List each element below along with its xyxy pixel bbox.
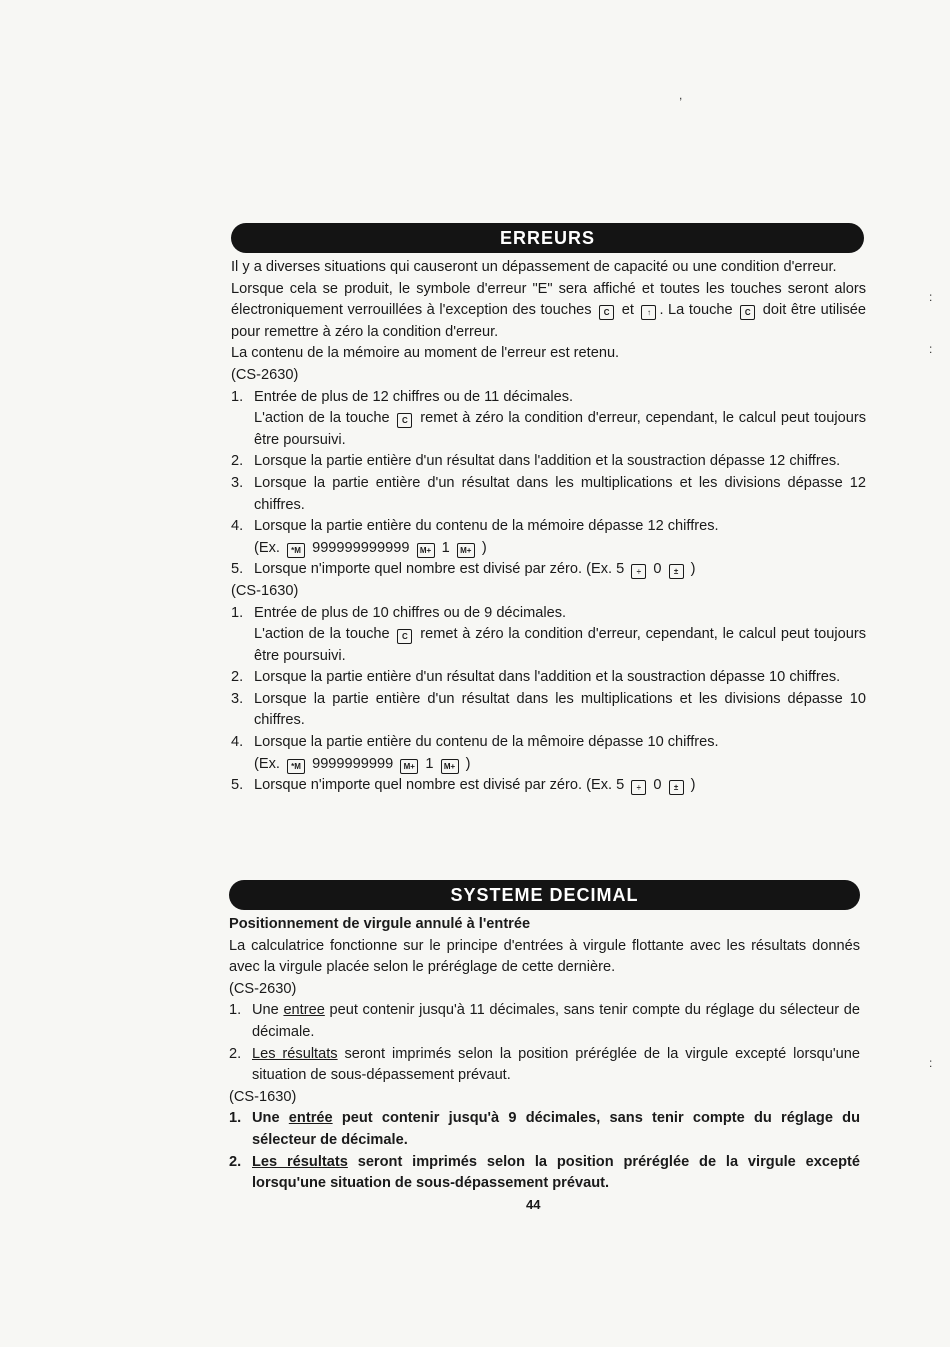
list-item-text: Lorsque la partie entière d'un résultat dans l'addition et la soustraction dépasse 10 chiffres. bbox=[254, 669, 841, 686]
list-item-text: Lorsque la partie entière d'un résultat dans les multiplications et les divisions dépasse 10 chiffres. bbox=[254, 690, 866, 729]
intro-2a: Lorsque cela se produit, le symbole d'erreur "E" sera affiché et toutes les touches seront alors électroniquement verrouillées à l'exception des touches bbox=[231, 280, 866, 319]
example-zero: 0 bbox=[653, 561, 662, 578]
example-one: 1 bbox=[441, 539, 450, 556]
page-number: 44 bbox=[526, 1197, 541, 1212]
clear-key-icon: C bbox=[740, 305, 755, 320]
systeme-decimal-title: SYSTEME DECIMAL bbox=[450, 884, 639, 905]
list-item bbox=[231, 473, 866, 516]
underlined-term: Les résultats bbox=[252, 1045, 338, 1062]
total-key-icon: ± bbox=[669, 564, 684, 579]
systeme-decimal-section-banner bbox=[229, 880, 860, 910]
list-item-text: Lorsque la partie entière du contenu de la mêmoire dépasse 10 chiffres. bbox=[254, 734, 719, 751]
list-item-text: L'action de la touche bbox=[254, 626, 390, 643]
total-key-icon: ± bbox=[669, 780, 684, 795]
cs2630-header: (CS-2630) bbox=[229, 980, 297, 997]
list-item bbox=[229, 1152, 860, 1195]
scan-speck: : bbox=[929, 342, 933, 356]
systeme-decimal-section bbox=[229, 914, 860, 1195]
underlined-term: entrée bbox=[288, 1110, 333, 1127]
list-item-number: 3. bbox=[231, 690, 244, 707]
erreurs-section-banner bbox=[231, 223, 864, 253]
list-item-text: Lorsque n'importe quel nombre est divisé par zéro. (Ex. 5 bbox=[254, 561, 625, 578]
erreurs-title: ERREURS bbox=[499, 227, 595, 248]
example-close: ) bbox=[481, 539, 487, 556]
memory-plus-key-icon: M+ bbox=[400, 759, 418, 774]
example-value: 999999999999 bbox=[312, 539, 410, 556]
list-item bbox=[231, 387, 866, 452]
list-item bbox=[231, 689, 866, 732]
list-item-number: 5. bbox=[231, 777, 244, 794]
example-open: (Ex. bbox=[254, 539, 280, 556]
list-item-text: seront imprimés selon la position préréglée de la virgule excepté lorsqu'une situation de sous-dépassement prévaut. bbox=[252, 1045, 860, 1084]
underlined-term: entree bbox=[283, 1002, 325, 1019]
list-item-number: 2. bbox=[231, 453, 244, 470]
list-item-text: Lorsque la partie entière d'un résultat dans les multiplications et les divisions dépasse 12 chiffres. bbox=[254, 474, 866, 513]
list-item-number: 1. bbox=[231, 604, 244, 621]
erreurs-intro-1: Il y a diverses situations qui causeront un dépassement de capacité ou une condition d'erreur. bbox=[231, 259, 837, 275]
example-close: ) bbox=[690, 561, 696, 578]
clear-key-icon: C bbox=[397, 413, 412, 428]
intro-2c: . La touche bbox=[659, 302, 733, 319]
cs1630-header: (CS-1630) bbox=[229, 1088, 297, 1105]
underlined-term: Les résultats bbox=[252, 1153, 348, 1170]
list-item-number: 3. bbox=[231, 474, 244, 491]
list-item-text: Entrée de plus de 12 chiffres ou de 11 décimales. bbox=[254, 388, 574, 405]
list-item bbox=[231, 603, 866, 668]
example-zero: 0 bbox=[653, 777, 662, 794]
list-item-text: Entrée de plus de 10 chiffres ou de 9 décimales. bbox=[254, 604, 567, 621]
list-item-text: peut contenir jusqu'à 9 décimales, sans tenir compte du réglage du sélecteur de décimale. bbox=[252, 1110, 860, 1148]
example-one: 1 bbox=[425, 755, 434, 772]
erreurs-intro-3: La contenu de la mémoire au moment de l'erreur est retenu. bbox=[231, 345, 620, 362]
list-item-text: seront imprimés selon la position préréglée de la virgule excepté lorsqu'une situation de sous-dépassement prévaut. bbox=[252, 1153, 860, 1192]
list-item-number: 1. bbox=[229, 1002, 242, 1019]
clear-key-icon: C bbox=[599, 305, 614, 320]
erreurs-section bbox=[231, 257, 866, 797]
list-item-number: 5. bbox=[231, 561, 244, 578]
paper-feed-key-icon: ↑ bbox=[641, 305, 656, 320]
list-item-number: 2. bbox=[231, 669, 244, 686]
list-item-text: Lorsque n'importe quel nombre est divisé par zéro. (Ex. 5 bbox=[254, 777, 625, 794]
clear-key-icon: C bbox=[397, 629, 412, 644]
list-item bbox=[231, 775, 866, 797]
intro-2d: doit être utilisée pour remettre à zéro la condition d'erreur. bbox=[231, 302, 867, 340]
list-item bbox=[229, 1108, 860, 1151]
cs2630-header: (CS-2630) bbox=[231, 366, 299, 383]
list-item-text: remet à zéro la condition d'erreur, cependant, le calcul peut toujours être poursuivi. bbox=[254, 410, 866, 448]
list-item-number: 1. bbox=[231, 388, 244, 405]
intro-2b: et bbox=[621, 302, 634, 319]
memory-plus-key-icon: M+ bbox=[441, 759, 459, 774]
divide-key-icon: ÷ bbox=[631, 564, 646, 579]
memory-plus-key-icon: M+ bbox=[457, 543, 475, 558]
systeme-intro: La calculatrice fonctionne sur le principe d'entrées à virgule flottante avec les résultats donnés avec la virgule placée selon le préréglage de cette dernière. bbox=[229, 937, 860, 976]
memory-plus-key-icon: M+ bbox=[417, 543, 435, 558]
list-item-text: Une bbox=[252, 1110, 280, 1127]
list-item-text: remet à zéro la condition d'erreur, cependant, le calcul peut toujours être poursuivi. bbox=[254, 626, 866, 664]
cs1630-header: (CS-1630) bbox=[231, 582, 299, 599]
list-item-text: Lorsque la partie entière du contenu de la mémoire dépasse 12 chiffres. bbox=[254, 518, 719, 535]
list-item-text: peut contenir jusqu'à 11 décimales, sans tenir compte du réglage du sélecteur de décimale. bbox=[252, 1002, 860, 1040]
list-item bbox=[229, 1044, 860, 1087]
example-value: 9999999999 bbox=[312, 755, 394, 772]
list-item-text: Lorsque la partie entière d'un résultat dans l'addition et la soustraction dépasse 12 chiffres. bbox=[254, 453, 841, 470]
erreurs-intro-2 bbox=[231, 279, 866, 344]
list-item-number: 2. bbox=[229, 1153, 242, 1170]
list-item-number: 1. bbox=[229, 1110, 242, 1127]
section-subtitle: Positionnement de virgule annulé à l'entrée bbox=[229, 916, 531, 932]
list-item bbox=[231, 667, 866, 689]
scan-speck: : bbox=[929, 290, 933, 304]
list-item bbox=[231, 451, 866, 473]
scan-speck: , bbox=[679, 88, 683, 102]
example-open: (Ex. bbox=[254, 755, 280, 772]
list-item bbox=[231, 516, 866, 559]
list-item bbox=[229, 1000, 860, 1043]
list-item-text: Une bbox=[252, 1002, 279, 1019]
example-close: ) bbox=[465, 755, 471, 772]
list-item-number: 4. bbox=[231, 518, 244, 535]
memory-clear-key-icon: *M bbox=[287, 543, 305, 558]
list-item bbox=[231, 732, 866, 775]
memory-clear-key-icon: *M bbox=[287, 759, 305, 774]
list-item-text: L'action de la touche bbox=[254, 410, 390, 427]
list-item bbox=[231, 559, 866, 581]
scan-speck: : bbox=[929, 1056, 933, 1070]
divide-key-icon: ÷ bbox=[631, 780, 646, 795]
list-item-number: 4. bbox=[231, 734, 244, 751]
list-item-number: 2. bbox=[229, 1045, 242, 1062]
example-close: ) bbox=[690, 777, 696, 794]
